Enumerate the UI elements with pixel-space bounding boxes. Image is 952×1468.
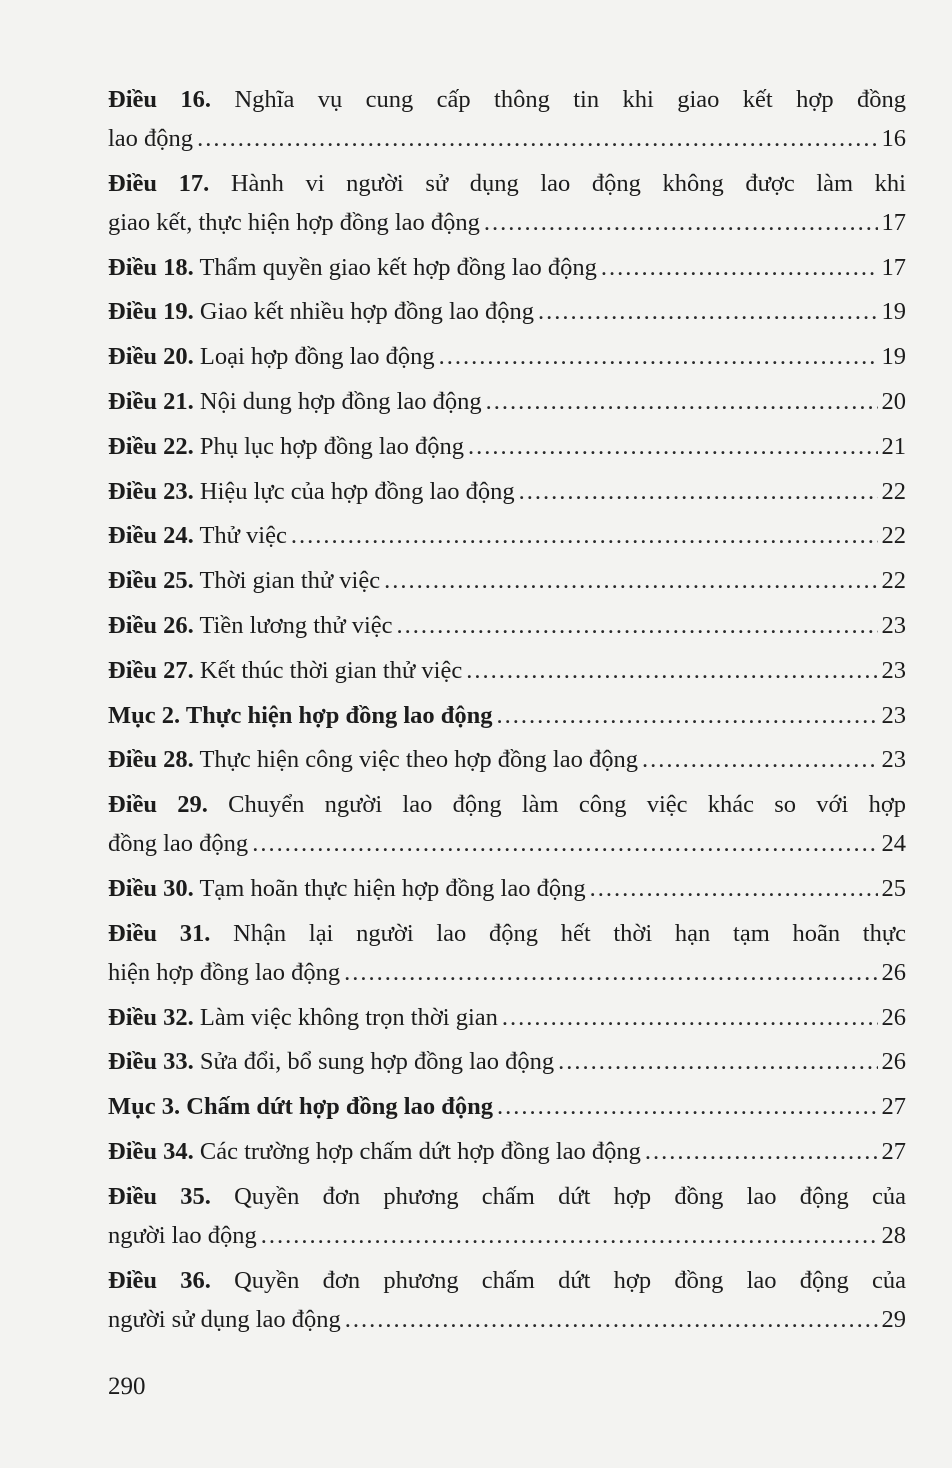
toc-entry-title-start: Nhận lại người lao động hết thời hạn tạm hoãn thực [233,919,906,947]
dot-leader [601,248,878,287]
toc-entry [108,561,906,600]
toc-entry [108,869,906,908]
toc-page-number: 23 [881,611,906,639]
toc-entry-first-line [108,164,906,203]
toc-entry-title [108,696,493,735]
toc-entry-row [108,696,906,735]
dot-leader [486,382,878,421]
toc-entry-text: Các trường hợp chấm dứt hợp đồng lao động [199,1137,641,1165]
toc-entry-title-start: Quyền đơn phương chấm dứt hợp đồng lao động của [234,1182,906,1210]
toc-entry-title [108,516,287,555]
toc-entry-title [108,651,462,690]
toc-entry-title [108,1132,641,1171]
toc-entry-label: Điều 18. [108,253,194,281]
toc-entry-label: Điều 19. [108,298,194,326]
toc-entry-row [108,606,906,645]
toc-entry-label: Điều 17. [108,169,210,197]
toc-entry-title [108,292,534,331]
dot-leader [344,953,877,992]
toc-page-number: 20 [881,387,906,415]
toc-entry-label: Điều 33. [108,1048,194,1076]
toc-entry-title [108,740,638,779]
toc-entry-label: Điều 21. [108,387,194,415]
toc-entry [108,651,906,690]
toc-entry-label: Điều 32. [108,1003,194,1031]
toc-page-number: 27 [881,1093,906,1121]
toc-entry-row [108,1087,906,1126]
toc-entry-title [108,337,435,376]
toc-entry-label: Điều 27. [108,656,194,684]
toc-page-number: 19 [881,298,906,326]
toc-page-number: 19 [881,343,906,371]
toc-entry-row [108,516,906,555]
toc-entry-row [108,1300,906,1339]
dot-leader [261,1216,878,1255]
toc-entry [108,740,906,779]
toc-entry-label: Điều 23. [108,477,194,505]
dot-leader [502,998,878,1037]
toc-entry [108,382,906,421]
toc-entry-row [108,740,906,779]
toc-entry-label: Điều 22. [108,432,194,460]
toc-entry-title [108,869,586,908]
toc-entry [108,914,906,992]
toc-entry-text: Thời gian thử việc [199,567,381,595]
dot-leader [345,1300,878,1339]
toc-entry-row [108,472,906,511]
toc-entry-label: Điều 28. [108,746,194,774]
dot-leader [519,472,878,511]
toc-entry-title-start: Hành vi người sử dụng lao động không được làm khi [230,169,906,197]
toc-entry [108,164,906,242]
toc-entry-text: Thử việc [199,522,287,550]
toc-entry-row [108,651,906,690]
dot-leader [439,337,878,376]
toc-entry [108,292,906,331]
toc-entry-title [108,1042,554,1081]
toc-entry [108,1042,906,1081]
toc-page-number: 22 [881,477,906,505]
toc-page-number: 24 [881,830,906,858]
toc-section [108,1087,906,1126]
toc-entry-title-start: Chuyển người lao động làm công việc khác so với hợp [228,791,906,819]
toc-page-number: 22 [881,522,906,550]
toc-entry-title [108,561,380,600]
toc-page-number: 23 [881,701,906,729]
toc-entry-text: Tiền lương thử việc [199,611,393,639]
toc-entry [108,1177,906,1255]
toc-entry-label: Điều 20. [108,343,194,371]
toc-entry-text: Phụ lục hợp đồng lao động [199,432,464,460]
toc-entry-text: Tạm hoãn thực hiện hợp đồng lao động [199,874,586,902]
toc-entry-text: Thực hiện hợp đồng lao động [185,701,493,729]
toc-entry-first-line [108,914,906,953]
toc-entry-title [108,382,482,421]
dot-leader [558,1042,877,1081]
dot-leader [468,427,878,466]
toc-entry-title [108,998,498,1037]
toc-page-number: 29 [881,1305,906,1333]
toc-entry-title-end: hiện hợp đồng lao động [108,958,341,986]
toc-page-number: 17 [881,253,906,281]
toc-entry [108,606,906,645]
toc-entry-label: Điều 31. [108,919,211,947]
toc-entry [108,516,906,555]
toc-entry-text: Hiệu lực của hợp đồng lao động [199,477,515,505]
table-of-contents [108,80,906,1344]
toc-entry-row [108,998,906,1037]
toc-entry-row [108,203,906,242]
toc-page-number: 16 [881,125,906,152]
toc-entry-row [108,561,906,600]
toc-entry-text: Sửa đổi, bổ sung hợp đồng lao động [199,1048,555,1076]
toc-entry-title-end: giao kết, thực hiện hợp đồng lao động [108,208,480,236]
toc-entry-label: Điều 36. [108,1266,211,1294]
toc-entry-label: Điều 25. [108,567,194,595]
toc-entry-label: Điều 26. [108,611,194,639]
dot-leader [497,696,878,735]
toc-entry-title [108,248,597,287]
toc-entry-row [108,248,906,287]
toc-page-number: 22 [881,567,906,595]
toc-entry-row [108,382,906,421]
dot-leader [197,119,877,158]
toc-entry-row [108,1132,906,1171]
toc-entry [108,785,906,863]
toc-entry-title [108,427,464,466]
toc-entry-label: Mục 3. [108,1093,181,1121]
dot-leader [484,203,878,242]
toc-entry [108,248,906,287]
toc-entry-row [108,292,906,331]
toc-entry-title-end: đồng lao động [108,830,249,858]
toc-entry-title-end: người sử dụng lao động [108,1305,341,1333]
toc-page-number: 26 [881,958,906,986]
toc-entry-label: Mục 2. [108,701,181,729]
toc-entry-label: Điều 24. [108,522,194,550]
toc-entry-row [108,1216,906,1255]
toc-entry-label: Điều 29. [108,791,208,819]
toc-entry-text: Loại hợp đồng lao động [199,343,435,371]
toc-entry [108,337,906,376]
toc-entry-row [108,427,906,466]
toc-entry-label: Điều 30. [108,874,194,902]
toc-entry-row [108,337,906,376]
toc-entry-title-end: lao động [108,125,194,152]
dot-leader [397,606,878,645]
toc-entry-title [108,1087,493,1126]
toc-page-number: 27 [881,1137,906,1165]
dot-leader [538,292,878,331]
toc-entry-title [108,472,515,511]
toc-entry-title-start: Quyền đơn phương chấm dứt hợp đồng lao động của [234,1266,906,1294]
toc-page-number: 23 [881,656,906,684]
toc-entry-first-line [108,785,906,824]
toc-entry-text: Thực hiện công việc theo hợp đồng lao động [199,746,638,774]
toc-entry-first-line [108,1177,906,1216]
toc-section [108,696,906,735]
toc-page-number: 21 [881,432,906,460]
toc-entry [108,427,906,466]
toc-entry [108,1261,906,1339]
toc-entry-title-start: Nghĩa vụ cung cấp thông tin khi giao kết hợp đồng [234,86,906,113]
toc-entry-first-line [108,1261,906,1300]
toc-entry-text: Làm việc không trọn thời gian [199,1003,498,1031]
toc-page-number: 26 [881,1003,906,1031]
toc-entry-label: Điều 16. [108,86,212,113]
toc-entry-title [108,606,393,645]
toc-page-number: 17 [881,208,906,236]
toc-entry-label: Điều 34. [108,1137,194,1165]
toc-page-number: 23 [881,746,906,774]
dot-leader [384,561,877,600]
dot-leader [466,651,877,690]
dot-leader [642,740,878,779]
toc-entry [108,472,906,511]
toc-entry-label: Điều 35. [108,1182,211,1210]
toc-entry-row [108,953,906,992]
toc-entry-text: Chấm dứt hợp đồng lao động [186,1093,493,1121]
toc-page-number: 28 [881,1221,906,1249]
toc-entry [108,998,906,1037]
toc-entry-first-line [108,80,906,119]
toc-entry-row [108,824,906,863]
page-number: 290 [108,1373,146,1400]
toc-page-number: 25 [881,874,906,902]
toc-entry [108,1132,906,1171]
toc-entry-row [108,869,906,908]
toc-entry-text: Giao kết nhiều hợp đồng lao động [199,298,534,326]
toc-entry [108,80,906,158]
toc-entry-row [108,1042,906,1081]
dot-leader [645,1132,878,1171]
toc-entry-title-end: người lao động [108,1221,257,1249]
dot-leader [497,1087,878,1126]
toc-entry-row [108,119,906,158]
toc-entry-text: Kết thúc thời gian thử việc [199,656,463,684]
toc-entry-text: Thẩm quyền giao kết hợp đồng lao động [199,253,597,281]
dot-leader [252,824,877,863]
dot-leader [590,869,878,908]
dot-leader [291,516,878,555]
toc-entry-text: Nội dung hợp đồng lao động [199,387,482,415]
toc-page-number: 26 [881,1048,906,1076]
